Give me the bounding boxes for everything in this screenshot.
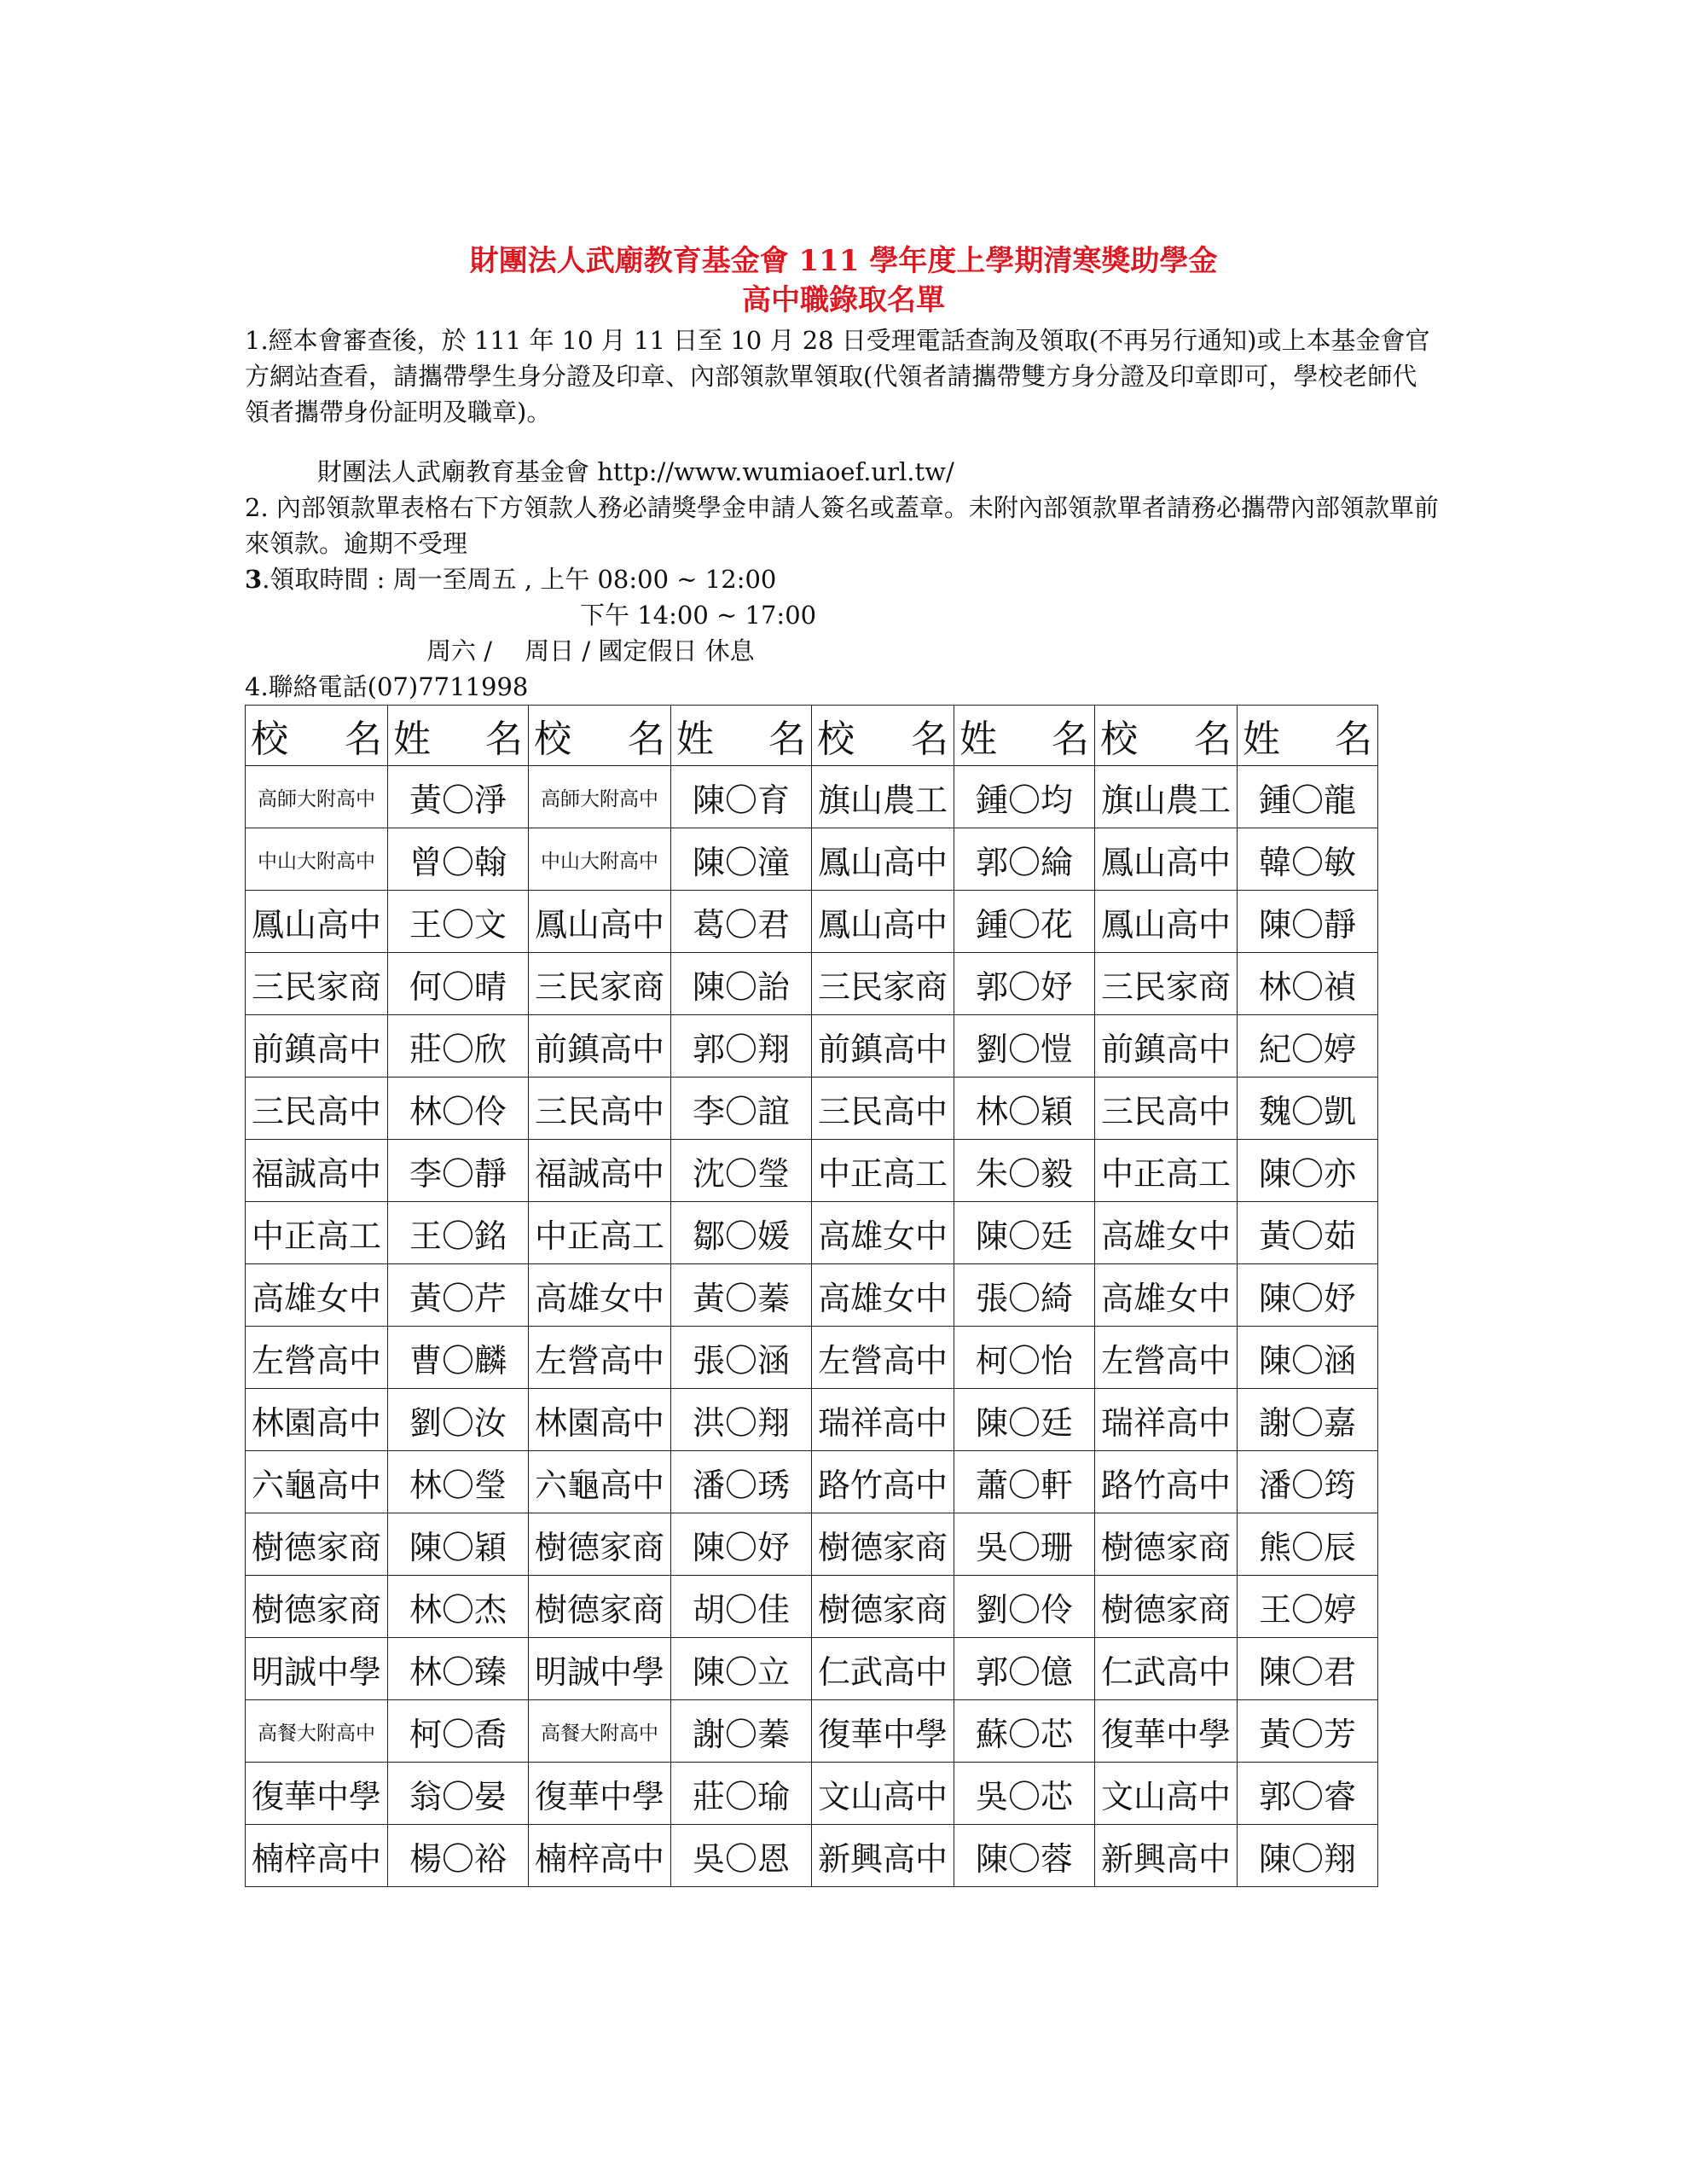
contact-phone: 4.聯絡電話(07)7711998 [245,672,529,701]
student-name-cell: 林〇伶 [388,1077,529,1140]
school-cell: 前鎮高中 [1095,1015,1238,1077]
school-cell: 路竹高中 [1095,1451,1238,1513]
table-row [246,828,1378,891]
school-cell: 樹德家商 [529,1576,671,1638]
header-name: 姓 名 [388,706,529,766]
school-cell: 樹德家商 [1095,1513,1238,1576]
school-cell: 六龜高中 [246,1451,388,1513]
school-cell: 三民家商 [529,953,671,1015]
student-name-cell: 蘇〇芯 [954,1700,1095,1763]
school-cell: 瑞祥高中 [1095,1389,1238,1451]
school-cell: 左營高中 [246,1327,388,1389]
student-name-cell: 黃〇蓁 [671,1264,812,1327]
school-cell: 高師大附高中 [246,766,388,828]
student-name-cell: 陳〇君 [1238,1638,1378,1700]
school-cell: 樹德家商 [812,1576,954,1638]
roster-table-body [246,706,1378,1887]
table-header-row [246,706,1378,766]
school-cell: 樹德家商 [812,1513,954,1576]
table-row [246,1077,1378,1140]
table-row [246,1264,1378,1327]
school-cell: 明誠中學 [246,1638,388,1700]
school-cell: 瑞祥高中 [812,1389,954,1451]
student-name-cell: 陳〇立 [671,1638,812,1700]
student-name-cell: 陳〇涵 [1238,1327,1378,1389]
school-cell: 旗山農工 [1095,766,1238,828]
school-cell: 中正高工 [1095,1140,1238,1202]
student-name-cell: 王〇婷 [1238,1576,1378,1638]
table-row [246,766,1378,828]
school-cell: 中山大附高中 [529,828,671,891]
school-cell: 高雄女中 [812,1264,954,1327]
student-name-cell: 陳〇翔 [1238,1825,1378,1887]
school-cell: 旗山農工 [812,766,954,828]
document-subtitle: 高中職錄取名單 [742,283,945,317]
student-name-cell: 翁〇晏 [388,1763,529,1825]
student-name-cell: 何〇晴 [388,953,529,1015]
student-name-cell: 曹〇麟 [388,1327,529,1389]
table-row [246,1763,1378,1825]
student-name-cell: 張〇綺 [954,1264,1095,1327]
school-cell: 林園高中 [246,1389,388,1451]
header-name: 姓 名 [954,706,1095,766]
header-school: 校 名 [1095,706,1238,766]
document-title: 財團法人武廟教育基金會 111 學年度上學期清寒獎助學金 [469,244,1218,278]
school-cell: 三民高中 [529,1077,671,1140]
school-cell: 新興高中 [812,1825,954,1887]
school-cell: 明誠中學 [529,1638,671,1700]
student-name-cell: 魏〇凱 [1238,1077,1378,1140]
school-cell: 中正高工 [529,1202,671,1264]
student-name-cell: 陳〇靜 [1238,891,1378,953]
student-name-cell: 蕭〇軒 [954,1451,1095,1513]
school-cell: 鳳山高中 [812,891,954,953]
student-name-cell: 陳〇妤 [1238,1264,1378,1327]
student-name-cell: 韓〇敏 [1238,828,1378,891]
student-name-cell: 陳〇潼 [671,828,812,891]
table-row [246,1140,1378,1202]
school-cell: 中山大附高中 [246,828,388,891]
school-cell: 前鎮高中 [812,1015,954,1077]
school-cell: 三民高中 [812,1077,954,1140]
student-name-cell: 李〇靜 [388,1140,529,1202]
table-row [246,891,1378,953]
student-name-cell: 鍾〇花 [954,891,1095,953]
student-name-cell: 鄒〇媛 [671,1202,812,1264]
student-name-cell: 胡〇佳 [671,1576,812,1638]
school-cell: 楠梓高中 [529,1825,671,1887]
school-cell: 前鎮高中 [246,1015,388,1077]
student-name-cell: 謝〇蓁 [671,1700,812,1763]
student-name-cell: 莊〇欣 [388,1015,529,1077]
school-cell: 仁武高中 [812,1638,954,1700]
table-row [246,1513,1378,1576]
school-cell: 高雄女中 [246,1264,388,1327]
student-name-cell: 潘〇筠 [1238,1451,1378,1513]
student-name-cell: 劉〇伶 [954,1576,1095,1638]
school-cell: 左營高中 [812,1327,954,1389]
school-cell: 新興高中 [1095,1825,1238,1887]
student-name-cell: 郭〇睿 [1238,1763,1378,1825]
school-cell: 中正高工 [812,1140,954,1202]
student-name-cell: 紀〇婷 [1238,1015,1378,1077]
student-name-cell: 黃〇茹 [1238,1202,1378,1264]
pickup-time-text: .領取時間 : 周一至周五 , 上午 08:00 ~ 12:00 [262,565,777,594]
school-cell: 文山高中 [1095,1763,1238,1825]
student-name-cell: 吳〇珊 [954,1513,1095,1576]
student-name-cell: 葛〇君 [671,891,812,953]
school-cell: 中正高工 [246,1202,388,1264]
student-name-cell: 劉〇汝 [388,1389,529,1451]
header-school: 校 名 [246,706,388,766]
school-cell: 樹德家商 [529,1513,671,1576]
student-name-cell: 郭〇妤 [954,953,1095,1015]
school-cell: 仁武高中 [1095,1638,1238,1700]
student-name-cell: 林〇瑩 [388,1451,529,1513]
header-school: 校 名 [529,706,671,766]
student-name-cell: 黃〇芹 [388,1264,529,1327]
school-cell: 高雄女中 [1095,1202,1238,1264]
student-name-cell: 陳〇妤 [671,1513,812,1576]
student-name-cell: 郭〇億 [954,1638,1095,1700]
school-cell: 林園高中 [529,1389,671,1451]
student-name-cell: 郭〇翔 [671,1015,812,1077]
student-name-cell: 陳〇廷 [954,1202,1095,1264]
student-name-cell: 陳〇亦 [1238,1140,1378,1202]
school-cell: 高餐大附高中 [246,1700,388,1763]
roster-table [245,705,1378,1887]
school-cell: 高雄女中 [529,1264,671,1327]
school-cell: 六龜高中 [529,1451,671,1513]
student-name-cell: 陳〇育 [671,766,812,828]
school-cell: 三民家商 [1095,953,1238,1015]
table-row [246,1015,1378,1077]
school-cell: 福誠高中 [529,1140,671,1202]
student-name-cell: 張〇涵 [671,1327,812,1389]
student-name-cell: 莊〇瑜 [671,1763,812,1825]
pickup-time-number: 3 [245,565,263,594]
student-name-cell: 郭〇綸 [954,828,1095,891]
school-cell: 文山高中 [812,1763,954,1825]
table-row [246,1700,1378,1763]
student-name-cell: 劉〇愷 [954,1015,1095,1077]
student-name-cell: 曾〇翰 [388,828,529,891]
school-cell: 高師大附高中 [529,766,671,828]
table-row [246,1638,1378,1700]
school-cell: 三民家商 [246,953,388,1015]
student-name-cell: 柯〇喬 [388,1700,529,1763]
student-name-cell: 陳〇詒 [671,953,812,1015]
table-row [246,1389,1378,1451]
student-name-cell: 朱〇毅 [954,1140,1095,1202]
school-cell: 楠梓高中 [246,1825,388,1887]
student-name-cell: 陳〇廷 [954,1389,1095,1451]
school-cell: 高雄女中 [1095,1264,1238,1327]
student-name-cell: 鍾〇均 [954,766,1095,828]
student-name-cell: 柯〇怡 [954,1327,1095,1389]
school-cell: 鳳山高中 [812,828,954,891]
school-cell: 樹德家商 [246,1576,388,1638]
student-name-cell: 林〇杰 [388,1576,529,1638]
school-cell: 復華中學 [529,1763,671,1825]
student-name-cell: 黃〇芳 [1238,1700,1378,1763]
table-row [246,1327,1378,1389]
header-name: 姓 名 [1238,706,1378,766]
student-name-cell: 林〇禎 [1238,953,1378,1015]
student-name-cell: 鍾〇龍 [1238,766,1378,828]
table-row [246,1451,1378,1513]
student-name-cell: 沈〇瑩 [671,1140,812,1202]
student-name-cell: 潘〇琇 [671,1451,812,1513]
student-name-cell: 王〇文 [388,891,529,953]
student-name-cell: 熊〇辰 [1238,1513,1378,1576]
school-cell: 三民家商 [812,953,954,1015]
student-name-cell: 吳〇恩 [671,1825,812,1887]
student-name-cell: 吳〇芯 [954,1763,1095,1825]
school-cell: 左營高中 [529,1327,671,1389]
pickup-time-line-3: 周六 / 周日 / 國定假日 休息 [426,636,755,665]
student-name-cell: 洪〇翔 [671,1389,812,1451]
notice-paragraph-1: 1.經本會審查後，於 111 年 10 月 11 日至 10 月 28 日受理電話查詢及領取(不再另行通知)或上本基金會官方網站查看，請攜帶學生身分證及印章、內部領款單領取(代領者請攜帶雙方身分證及印章即可，學校老師代領者攜帶身份証明及職章)。 [245,326,1430,427]
school-cell: 三民高中 [246,1077,388,1140]
school-cell: 福誠高中 [246,1140,388,1202]
school-cell: 復華中學 [812,1700,954,1763]
student-name-cell: 李〇誼 [671,1077,812,1140]
website-line: 財團法人武廟教育基金會 http://www.wumiaoef.url.tw/ [317,457,954,486]
student-name-cell: 謝〇嘉 [1238,1389,1378,1451]
notice-paragraph-2: 2. 內部領款單表格右下方領款人務必請獎學金申請人簽名或蓋章。未附內部領款單者請務必攜帶內部領款單前來領款。逾期不受理 [245,493,1439,558]
school-cell: 復華中學 [246,1763,388,1825]
pickup-time-line-2: 下午 14:00 ~ 17:00 [580,601,817,630]
student-name-cell: 黃〇淨 [388,766,529,828]
school-cell: 左營高中 [1095,1327,1238,1389]
school-cell: 三民高中 [1095,1077,1238,1140]
school-cell: 路竹高中 [812,1451,954,1513]
table-row [246,953,1378,1015]
student-name-cell: 林〇臻 [388,1638,529,1700]
pickup-time-line-1 [245,561,1439,597]
header-school: 校 名 [812,706,954,766]
school-cell: 前鎮高中 [529,1015,671,1077]
school-cell: 鳳山高中 [1095,891,1238,953]
header-name: 姓 名 [671,706,812,766]
school-cell: 樹德家商 [1095,1576,1238,1638]
school-cell: 復華中學 [1095,1700,1238,1763]
table-row [246,1202,1378,1264]
table-row [246,1825,1378,1887]
school-cell: 鳳山高中 [529,891,671,953]
school-cell: 鳳山高中 [246,891,388,953]
table-row [246,1576,1378,1638]
student-name-cell: 王〇銘 [388,1202,529,1264]
student-name-cell: 楊〇裕 [388,1825,529,1887]
school-cell: 高雄女中 [812,1202,954,1264]
student-name-cell: 林〇穎 [954,1077,1095,1140]
school-cell: 高餐大附高中 [529,1700,671,1763]
student-name-cell: 陳〇穎 [388,1513,529,1576]
school-cell: 樹德家商 [246,1513,388,1576]
school-cell: 鳳山高中 [1095,828,1238,891]
student-name-cell: 陳〇蓉 [954,1825,1095,1887]
